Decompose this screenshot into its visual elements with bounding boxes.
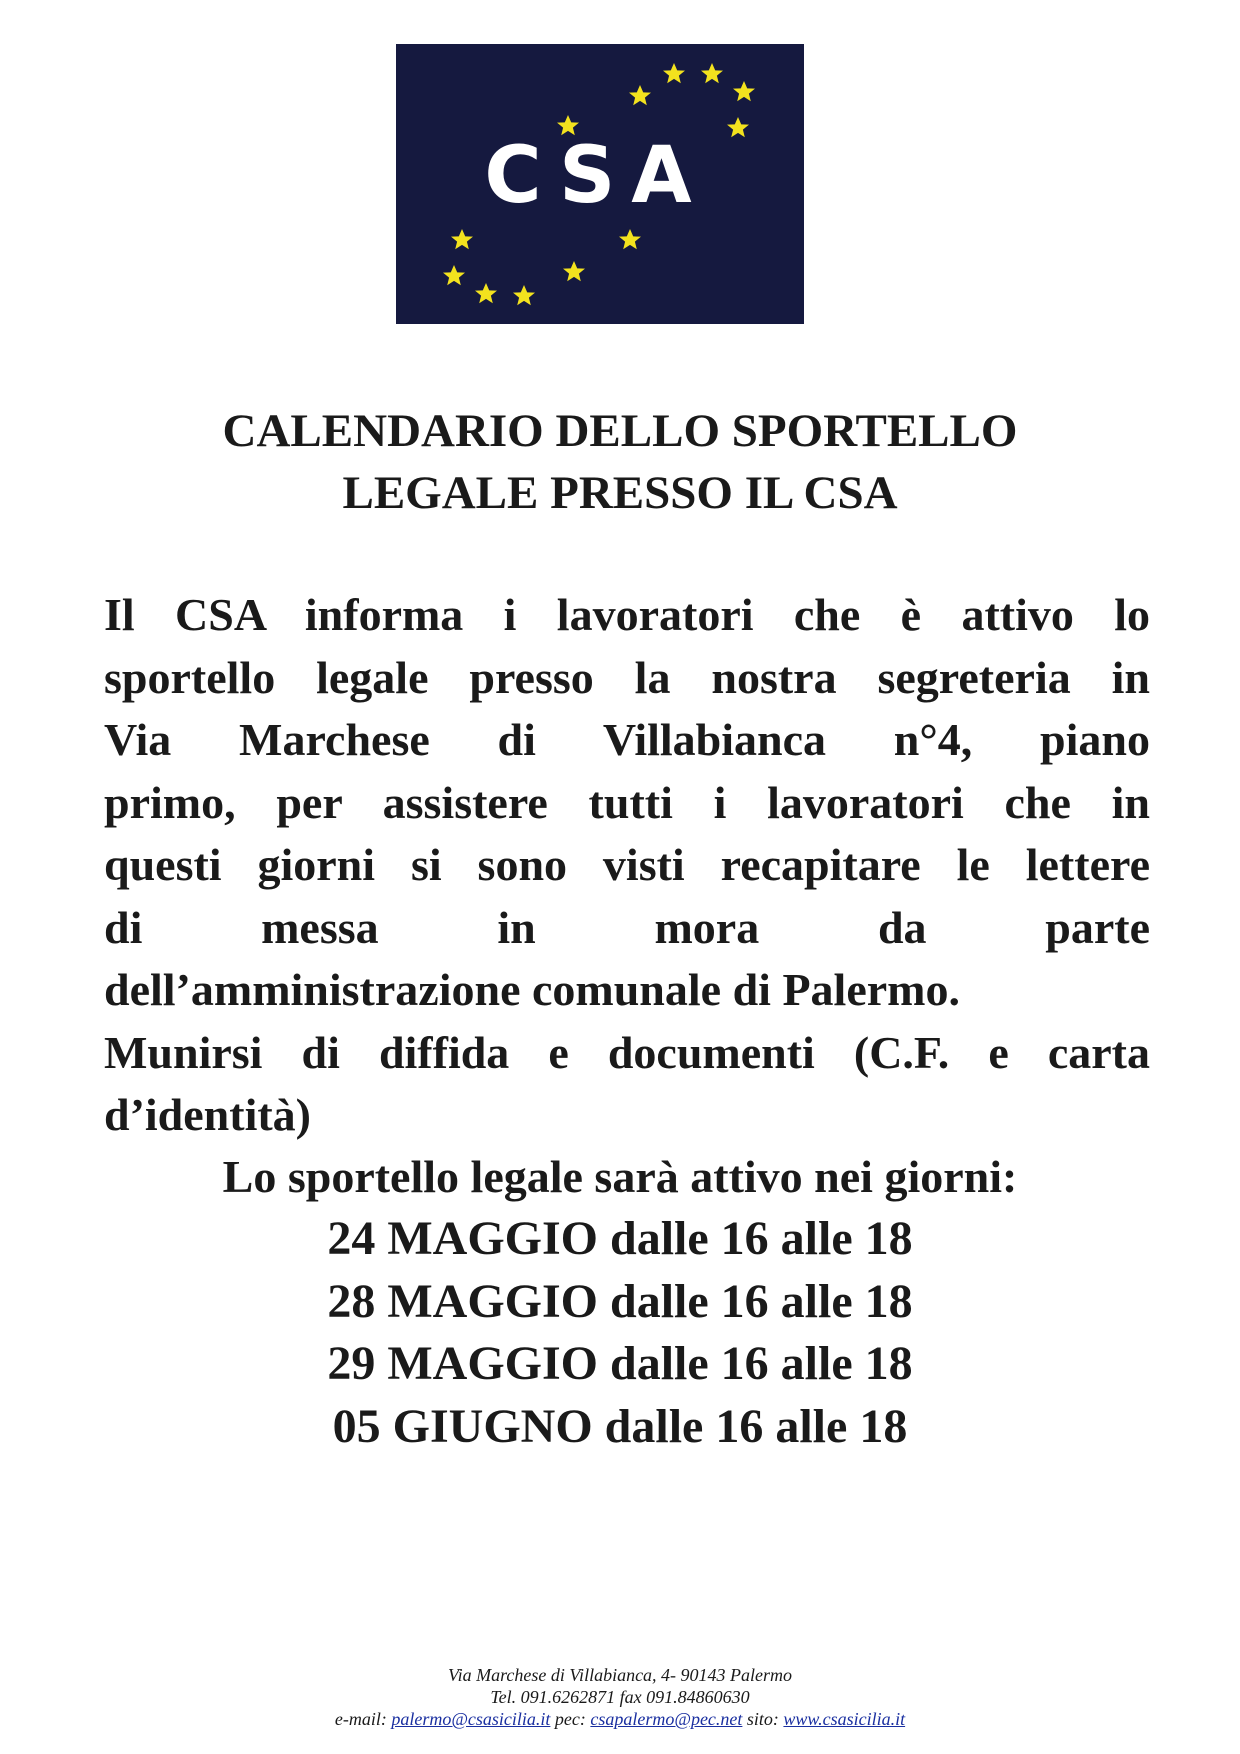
site-label: sito: — [746, 1709, 779, 1729]
footer-contacts — [200, 1664, 1040, 1730]
paragraph-line: questi giorni si sono visti recapitare le lettere — [104, 839, 1150, 890]
csa-logo — [396, 44, 804, 324]
website-link[interactable]: www.csasicilia.it — [783, 1709, 906, 1729]
logo-text: CSA — [484, 131, 708, 221]
schedule-section — [100, 1146, 1140, 1458]
title-line-1: CALENDARIO DELLO SPORTELLO — [222, 405, 1018, 457]
announcement-paragraph — [104, 584, 1150, 1147]
schedule-intro: Lo sportello legale sarà attivo nei giorni: — [222, 1151, 1018, 1202]
paragraph-line: d’identità) — [104, 1089, 311, 1140]
paragraph-line: primo, per assistere tutti i lavoratori che in — [104, 776, 1150, 828]
csa-logo-graphic — [396, 44, 804, 324]
footer-links-row — [200, 1708, 1040, 1730]
footer-address: Via Marchese di Villabianca, 4- 90143 Palermo — [447, 1665, 793, 1685]
email-link[interactable]: palermo@csasicilia.it — [391, 1709, 551, 1729]
page-title — [100, 400, 1140, 524]
pec-label: pec: — [554, 1709, 586, 1729]
schedule-date: 24 MAGGIO dalle 16 alle 18 — [327, 1212, 913, 1265]
footer-phone: Tel. 091.6262871 fax 091.84860630 — [490, 1687, 750, 1707]
title-line-2: LEGALE PRESSO IL CSA — [342, 467, 898, 519]
paragraph-line: Il CSA informa i lavoratori che è attivo lo — [104, 589, 1150, 640]
schedule-date: 05 GIUGNO dalle 16 alle 18 — [332, 1399, 908, 1453]
paragraph-line: Munirsi di diffida e documenti (C.F. e carta — [104, 1026, 1150, 1078]
pec-link[interactable]: csapalermo@pec.net — [590, 1709, 743, 1729]
schedule-date: 29 MAGGIO dalle 16 alle 18 — [327, 1337, 913, 1390]
paragraph-line: sportello legale presso la nostra segreteria in — [104, 651, 1150, 703]
paragraph-line: di messa in mora da parte — [104, 901, 1150, 953]
paragraph-line: dell’amministrazione comunale di Palermo. — [104, 964, 960, 1015]
schedule-date: 28 MAGGIO dalle 16 alle 18 — [327, 1274, 913, 1328]
email-label: e-mail: — [334, 1709, 387, 1729]
paragraph-line: Via Marchese di Villabianca n°4, piano — [104, 714, 1150, 765]
